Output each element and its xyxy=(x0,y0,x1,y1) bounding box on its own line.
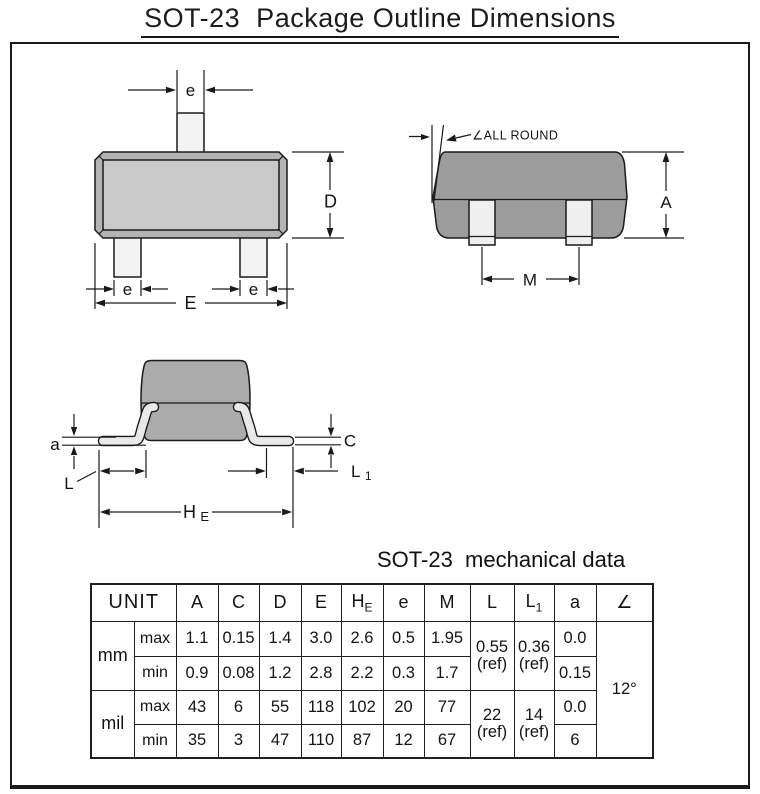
header-A: A xyxy=(176,584,218,621)
unit-mil: mil xyxy=(91,690,134,758)
value-cell: 0.15 xyxy=(554,656,596,690)
bottom-pin-right xyxy=(240,237,267,277)
header-C: C xyxy=(218,584,259,621)
label-HE: H E xyxy=(182,502,210,524)
perspective-view xyxy=(409,125,684,290)
dim-D xyxy=(292,152,344,238)
value-cell: 47 xyxy=(259,724,301,758)
label-all-round: ∠ALL ROUND xyxy=(472,128,559,143)
label-E: E xyxy=(184,293,197,313)
value-cell-L-mm: 0.55 (ref) xyxy=(470,621,514,690)
unit-mm: mm xyxy=(91,621,134,690)
dim-C xyxy=(295,414,356,468)
pin-3d-left xyxy=(469,200,495,245)
label-e-left: e xyxy=(122,280,133,299)
value-cell: 0.9 xyxy=(176,656,218,690)
value-cell: 0.5 xyxy=(383,621,424,656)
row-mm-min xyxy=(91,656,653,690)
label-D: D xyxy=(324,191,337,212)
bottom-pin-left xyxy=(114,237,141,277)
package-body-side xyxy=(141,361,250,441)
dim-e-bottom-right xyxy=(212,280,294,299)
label-A: A xyxy=(660,193,672,212)
dim-L1 xyxy=(228,462,372,483)
dim-L xyxy=(64,468,145,493)
header-M: M xyxy=(424,584,470,621)
label-a: a xyxy=(50,435,60,454)
value-cell: 0.0 xyxy=(554,621,596,656)
row-label-max: max xyxy=(134,621,176,656)
value-cell: 0.0 xyxy=(554,690,596,724)
value-cell: 1.2 xyxy=(259,656,301,690)
row-label-max: max xyxy=(134,690,176,724)
value-cell: 1.4 xyxy=(259,621,301,656)
value-cell: 118 xyxy=(301,690,341,724)
value-cell-L1-mil: 14 (ref) xyxy=(514,690,554,758)
row-mil-max xyxy=(91,690,653,724)
package-body-3d xyxy=(433,152,627,238)
value-cell: 0.15 xyxy=(218,621,259,656)
label-e-right: e xyxy=(248,280,259,299)
value-cell: 20 xyxy=(383,690,424,724)
header-row xyxy=(91,584,653,621)
label-L: L xyxy=(64,474,74,493)
value-cell: 110 xyxy=(301,724,341,758)
value-cell: 0.3 xyxy=(383,656,424,690)
row-label-min: min xyxy=(134,656,176,690)
value-cell: 3.0 xyxy=(301,621,341,656)
value-cell: 77 xyxy=(424,690,470,724)
value-cell: 35 xyxy=(176,724,218,758)
package-body-face xyxy=(103,160,279,230)
value-cell: 102 xyxy=(341,690,383,724)
value-cell: 2.6 xyxy=(341,621,383,656)
label-C: C xyxy=(343,431,357,451)
row-mm-max xyxy=(91,621,653,656)
header-HE: $H_E$ xyxy=(341,584,383,621)
side-view xyxy=(50,361,372,529)
value-cell: 67 xyxy=(424,724,470,758)
value-cell: 1.7 xyxy=(424,656,470,690)
label-e-top: e xyxy=(185,81,196,100)
header-a: a xyxy=(554,584,596,621)
value-cell-L1-mm: 0.36 (ref) xyxy=(514,621,554,690)
top-pin xyxy=(177,113,204,153)
value-cell-angle: 12° xyxy=(596,621,653,758)
value-cell: 3 xyxy=(218,724,259,758)
header-angle: ∠ xyxy=(596,584,653,621)
table-caption: SOT-23 mechanical data xyxy=(377,547,626,572)
value-cell: 43 xyxy=(176,690,218,724)
value-cell: 6 xyxy=(554,724,596,758)
header-unit: UNIT xyxy=(91,584,176,621)
value-cell: 0.08 xyxy=(218,656,259,690)
row-mil-min xyxy=(91,724,653,758)
dim-HE xyxy=(100,502,292,524)
value-cell-L-mil: 22 (ref) xyxy=(470,690,514,758)
label-L1: L 1 xyxy=(351,462,372,483)
header-E: E xyxy=(301,584,341,621)
value-cell: 2.8 xyxy=(301,656,341,690)
label-M: M xyxy=(522,270,538,290)
dim-A xyxy=(622,152,684,238)
value-cell: 2.2 xyxy=(341,656,383,690)
header-D: D xyxy=(259,584,301,621)
mechanical-data-table xyxy=(90,583,654,759)
value-cell: 87 xyxy=(341,724,383,758)
header-L1: $L_1$ xyxy=(514,584,554,621)
dim-e-bottom-left xyxy=(86,280,168,299)
value-cell: 12 xyxy=(383,724,424,758)
value-cell: 1.95 xyxy=(424,621,470,656)
value-cell: 6 xyxy=(218,690,259,724)
row-label-min: min xyxy=(134,724,176,758)
header-L: L xyxy=(470,584,514,621)
front-view xyxy=(86,70,344,313)
page-title: SOT-23 Package Outline Dimensions xyxy=(141,3,619,38)
header-e: e xyxy=(383,584,424,621)
pin-3d-right xyxy=(566,200,592,245)
value-cell: 1.1 xyxy=(176,621,218,656)
value-cell: 55 xyxy=(259,690,301,724)
dim-M xyxy=(482,247,579,290)
dim-e-top xyxy=(128,70,253,112)
